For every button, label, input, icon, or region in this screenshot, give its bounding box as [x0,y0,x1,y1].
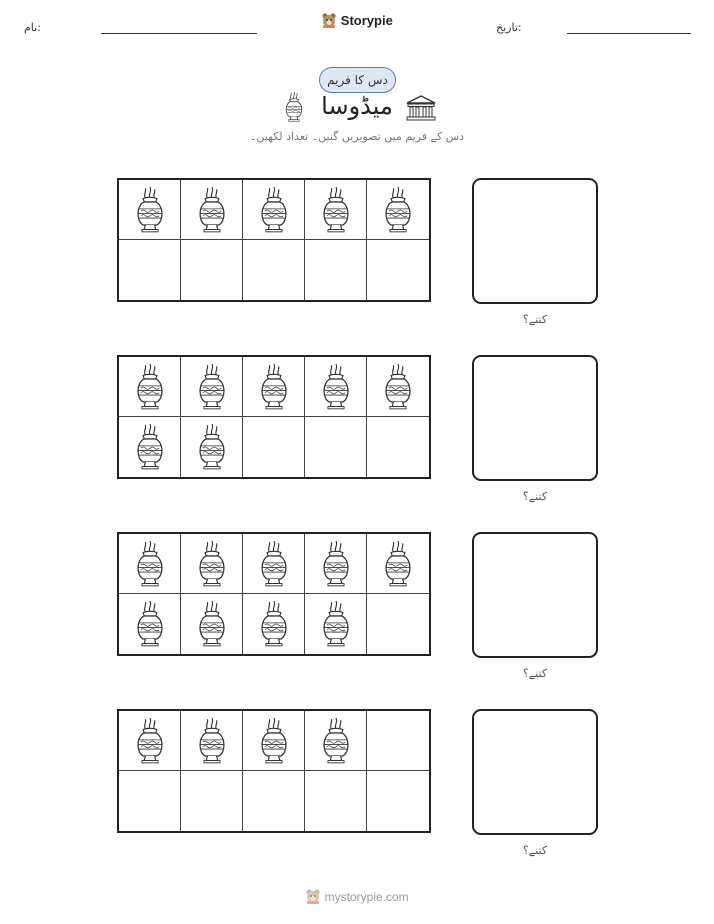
date-line[interactable] [567,33,691,34]
kalash-pot-icon [321,718,351,764]
frame-cell [305,534,367,594]
ten-frame-4 [117,709,431,833]
frame-cell [119,534,181,594]
name-label: نام: [24,21,41,34]
frame-cell [119,180,181,240]
frame-cell [119,711,181,771]
kalash-pot-icon [197,187,227,233]
frame-cell [243,240,305,300]
kalash-pot-icon [259,187,289,233]
ten-frame-1 [117,178,431,302]
frame-cell [243,180,305,240]
kalash-pot-icon [259,364,289,410]
frame-cell [305,357,367,417]
kalash-pot-icon [259,541,289,587]
frame-cell [367,711,429,771]
frame-cell [119,240,181,300]
answer-box-1[interactable] [472,178,598,304]
kalash-pot-icon [383,364,413,410]
frame-cell [367,594,429,654]
frame-cell [305,711,367,771]
instructions: دس کے فریم میں تصویریں گنیں۔ تعداد لکھیں۔ [249,130,465,143]
name-line[interactable] [101,33,257,34]
storypie-bear-icon [305,888,321,904]
kalash-pot-icon [259,718,289,764]
answer-label-1: کتنے؟ [522,313,548,326]
answer-label-4: کتنے؟ [522,844,548,857]
frame-cell [181,180,243,240]
kalash-pot-icon [135,187,165,233]
brand-logo [0,12,714,28]
frame-cell [181,417,243,477]
ten-frame-3 [117,532,431,656]
footer-url[interactable]: mystorypie.com [324,890,409,904]
kalash-pot-icon [197,718,227,764]
frame-cell [367,180,429,240]
frame-cell [119,417,181,477]
frame-cell [367,534,429,594]
frame-cell [367,357,429,417]
kalash-pot-icon [135,601,165,647]
frame-cell [181,771,243,831]
answer-box-2[interactable] [472,355,598,481]
worksheet-type-pill: دس کا فریم [319,67,396,93]
frame-cell [243,711,305,771]
frame-cell [119,594,181,654]
frame-cell [305,771,367,831]
frame-cell [243,594,305,654]
date-label: تاریخ: [496,21,522,34]
kalash-pot-icon [197,364,227,410]
greek-temple-icon [405,94,437,122]
kalash-pot-icon [259,601,289,647]
kalash-pot-icon [321,541,351,587]
kalash-pot-icon [321,364,351,410]
frame-cell [181,711,243,771]
frame-cell [367,771,429,831]
frame-cell [305,180,367,240]
frame-cell [367,417,429,477]
answer-label-2: کتنے؟ [522,490,548,503]
frame-cell [305,240,367,300]
kalash-pot-icon [383,541,413,587]
answer-box-4[interactable] [472,709,598,835]
frame-cell [181,534,243,594]
ten-frame-2 [117,355,431,479]
kalash-pot-icon [197,601,227,647]
frame-cell [243,771,305,831]
kalash-pot-icon [321,187,351,233]
kalash-pot-icon [197,541,227,587]
frame-cell [305,594,367,654]
frame-cell [181,594,243,654]
frame-cell [305,417,367,477]
frame-cell [243,534,305,594]
frame-cell [119,771,181,831]
kalash-pot-icon [135,718,165,764]
page-title: میڈوسا [321,92,393,120]
answer-label-3: کتنے؟ [522,667,548,680]
frame-cell [181,357,243,417]
frame-cell [367,240,429,300]
frame-cell [181,240,243,300]
storypie-bear-icon [321,12,337,28]
frame-cell [119,357,181,417]
frame-cell [243,357,305,417]
frame-cell [243,417,305,477]
answer-box-3[interactable] [472,532,598,658]
brand-name: Storypie [340,13,393,28]
kalash-pot-icon [197,424,227,470]
kalash-pot-icon [135,424,165,470]
kalash-pot-icon [135,364,165,410]
kalash-pot-icon [383,187,413,233]
kalash-pot-icon [135,541,165,587]
kalash-pot-icon [321,601,351,647]
footer [0,888,714,904]
